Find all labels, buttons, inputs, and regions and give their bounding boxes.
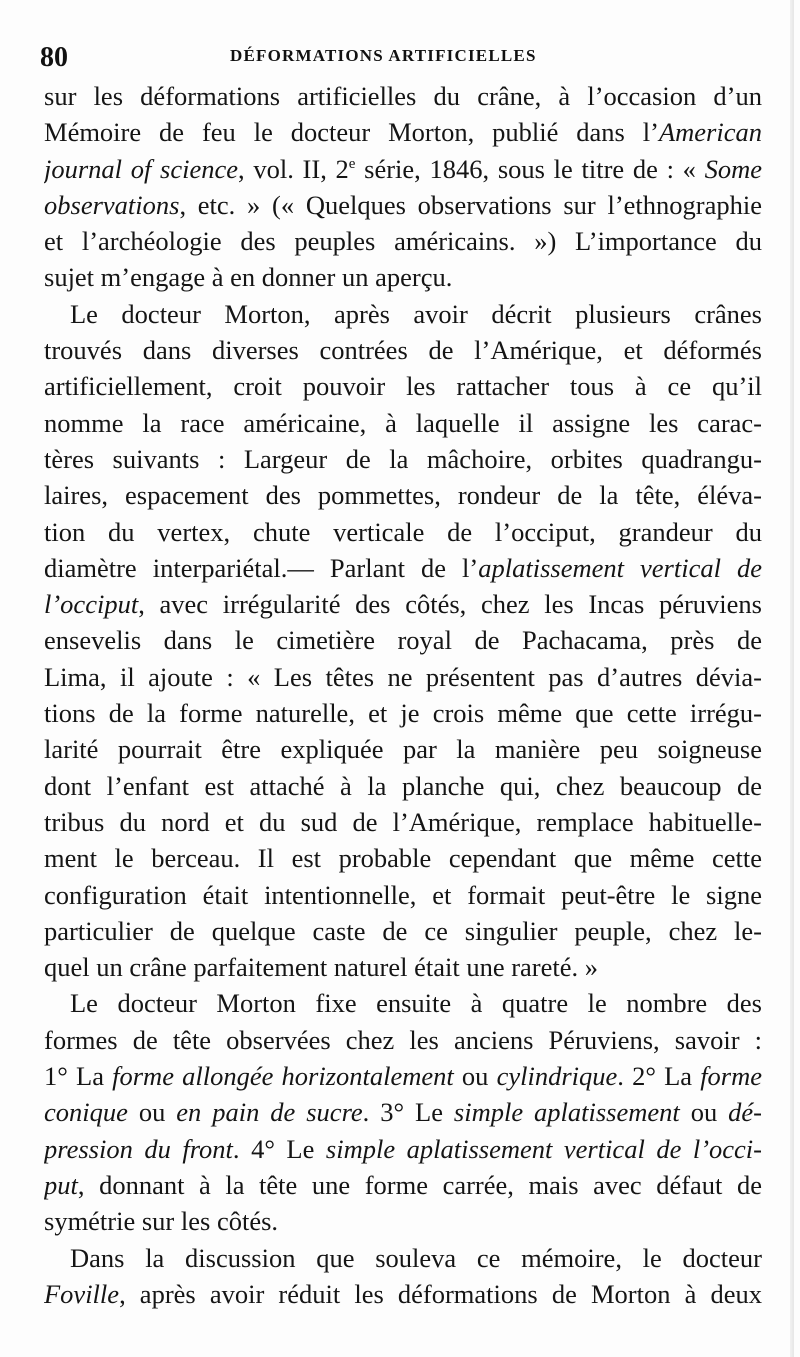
text-line <box>44 259 762 295</box>
italic-text: simple aplatissement vertical de l’occi- <box>325 1133 762 1164</box>
text-segment: , etc. » (« Quelques observations sur l’ethnographie <box>179 189 762 220</box>
italic-text: en pain de sucre <box>176 1097 363 1128</box>
text-line <box>44 296 762 332</box>
text-line <box>44 114 762 150</box>
text-line <box>44 441 762 477</box>
body-text <box>44 78 762 1312</box>
text-line <box>44 804 762 840</box>
text-segment: ou <box>453 1061 497 1092</box>
text-segment: série, 1846, sous le titre de : « <box>355 153 705 184</box>
text-line <box>44 1276 762 1312</box>
italic-text: simple aplatissement <box>453 1097 680 1128</box>
italic-text: forme allongée horizontalement <box>112 1061 454 1092</box>
italic-text: American <box>658 117 762 148</box>
running-title: DÉFORMATIONS ARTIFICIELLES <box>230 46 537 65</box>
italic-text: journal of science <box>44 153 239 184</box>
text-segment: Lima, il ajoute : « Les têtes ne présentent pas d’autres dévia- <box>44 661 762 692</box>
text-line <box>44 1240 762 1276</box>
italic-text: Foville <box>44 1278 120 1309</box>
text-line <box>44 913 762 949</box>
text-line <box>44 659 762 695</box>
text-segment: . 2° La <box>617 1061 701 1092</box>
text-line <box>44 985 762 1021</box>
text-line <box>44 949 762 985</box>
text-line <box>44 768 762 804</box>
text-segment: laires, espacement des pommettes, rondeur de la tête, éléva- <box>44 480 762 511</box>
text-segment: Le docteur Morton, après avoir décrit plusieurs crânes <box>70 298 762 329</box>
text-segment: larité pourrait être expliquée par la manière peu soigneuse <box>44 734 762 765</box>
text-line <box>44 1058 762 1094</box>
text-line <box>44 1203 762 1239</box>
text-line <box>44 550 762 586</box>
text-segment: Dans la discussion que souleva ce mémoire, le docteur <box>70 1242 762 1273</box>
text-segment: formes de tête observées chez les anciens Péruviens, savoir : <box>44 1024 762 1055</box>
text-line <box>44 695 762 731</box>
text-line <box>44 731 762 767</box>
text-segment: artificiellement, croit pouvoir les rattacher tous à ce qu’il <box>44 371 762 402</box>
text-segment: nomme la race américaine, à laquelle il assigne les carac- <box>44 407 762 438</box>
italic-text: put <box>44 1169 78 1200</box>
text-segment: trouvés dans diverses contrées de l’Amérique, et déformés <box>44 335 762 366</box>
italic-text: aplatissement vertical de <box>478 552 762 583</box>
text-line <box>44 368 762 404</box>
text-segment: , vol. II, 2 <box>238 153 349 184</box>
text-segment: particulier de quelque caste de ce singulier peuple, chez le- <box>44 915 762 946</box>
text-segment: ment le berceau. Il est probable cependant que même cette <box>44 843 762 874</box>
text-segment: ou <box>679 1097 729 1128</box>
text-line <box>44 187 762 223</box>
text-segment: , après avoir réduit les déformations de Morton à deux <box>119 1278 762 1309</box>
text-line <box>44 1022 762 1058</box>
page-edge-shadow <box>790 0 794 1357</box>
text-segment: et l’archéologie des peuples américains. ») L’importance du <box>44 226 762 257</box>
italic-text: l’occiput <box>44 589 139 620</box>
italic-text: Some <box>704 153 762 184</box>
page-header <box>40 40 760 74</box>
italic-text: cylindrique <box>496 1061 618 1092</box>
text-segment: , avec irrégularité des côtés, chez les Incas péruviens <box>138 589 762 620</box>
text-segment: , donnant à la tête une forme carrée, mais avec défaut de <box>77 1169 762 1200</box>
text-line <box>44 1094 762 1130</box>
text-line <box>44 332 762 368</box>
text-segment: tères suivants : Largeur de la mâchoire, orbites quadrangu- <box>44 443 762 474</box>
italic-text: pression du front <box>44 1133 233 1164</box>
text-segment: 1° La <box>44 1061 113 1092</box>
text-segment: ou <box>127 1097 177 1128</box>
text-line <box>44 877 762 913</box>
italic-text: conique <box>44 1097 128 1128</box>
page-number: 80 <box>40 42 68 73</box>
text-segment: e <box>348 155 356 172</box>
text-segment: . 4° Le <box>232 1133 326 1164</box>
text-segment: sujet m’engage à en donner un aperçu. <box>44 262 453 293</box>
text-line <box>44 151 762 187</box>
text-line <box>44 586 762 622</box>
text-segment: tions de la forme naturelle, et je crois même que cette irrégu- <box>44 698 762 729</box>
italic-text: observations <box>44 189 180 220</box>
italic-text: dé- <box>728 1097 762 1128</box>
text-line <box>44 405 762 441</box>
text-segment: sur les déformations artificielles du crâne, à l’occasion d’un <box>44 81 762 111</box>
text-line <box>44 1167 762 1203</box>
text-segment: ensevelis dans le cimetière royal de Pachacama, près de <box>44 625 762 656</box>
text-segment: Le docteur Morton fixe ensuite à quatre le nombre des <box>70 988 762 1019</box>
text-segment: tribus du nord et du sud de l’Amérique, remplace habituelle- <box>44 806 762 837</box>
text-line <box>44 78 762 114</box>
text-line <box>44 1131 762 1167</box>
text-line <box>44 477 762 513</box>
text-line <box>44 840 762 876</box>
text-segment: quel un crâne parfaitement naturel était une rareté. » <box>44 952 599 983</box>
italic-text: forme <box>700 1061 762 1092</box>
text-line <box>44 622 762 658</box>
text-segment: dont l’enfant est attaché à la planche qui, chez beaucoup de <box>44 770 762 801</box>
text-segment: symétrie sur les côtés. <box>44 1206 279 1237</box>
text-segment: configuration était intentionnelle, et formait peut-être le signe <box>44 879 762 910</box>
text-segment: . 3° Le <box>362 1097 454 1128</box>
text-segment: Mémoire de feu le docteur Morton, publié dans l’ <box>44 117 659 148</box>
text-line <box>44 514 762 550</box>
text-line <box>44 223 762 259</box>
text-segment: tion du vertex, chute verticale de l’occiput, grandeur du <box>44 516 762 547</box>
text-segment: diamètre interpariétal.— Parlant de l’ <box>44 552 479 583</box>
